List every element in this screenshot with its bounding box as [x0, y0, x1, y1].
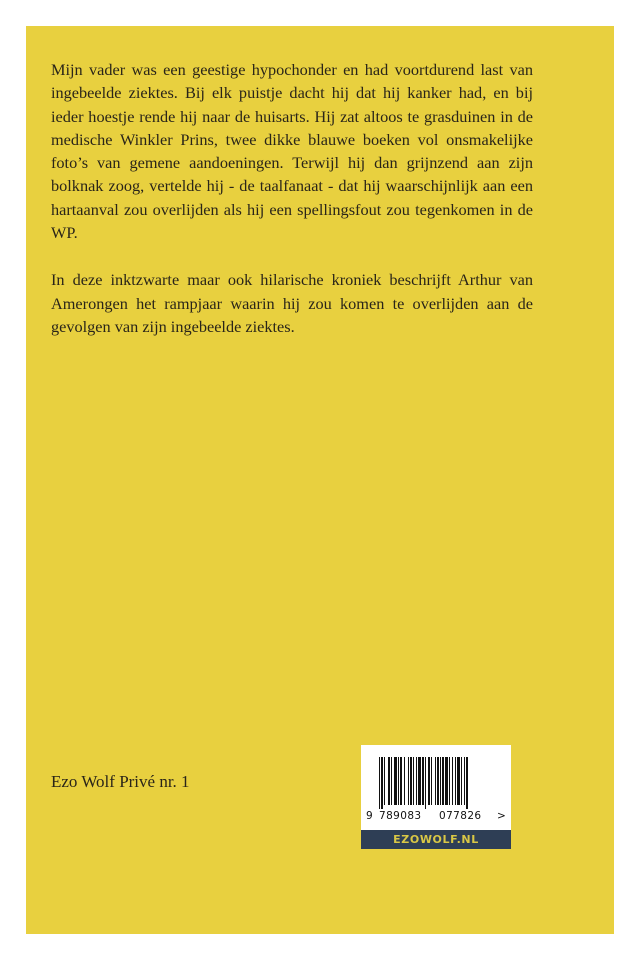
isbn-barcode	[361, 745, 511, 830]
blurb-paragraph-2: In deze inktzwarte maar ook hilarische kroniek beschrijft Arthur van Amerongen het rampjaar waarin hij zou komen te overlijden aan de gevolgen van zijn ingebeelde ziektes.	[51, 270, 533, 336]
series-label: Ezo Wolf Privé nr. 1	[51, 772, 190, 791]
isbn-number	[366, 810, 509, 822]
blurb-text	[51, 58, 533, 362]
barcode-bars	[379, 757, 493, 809]
isbn-group-2: 077826	[439, 810, 482, 822]
blurb-paragraph-1: Mijn vader was een geestige hypochonder en had voortdurend last van ingebeelde ziektes. Bij elk puistje dacht hij dat hij kanker had, en bij ieder hoestje rende hij naar de huisarts. Hij zat altoos te grasduinen in de medische Winkler Prins, twee dikke blauwe boeken vol onsmakelijke foto’s van gemene aandoeningen. Terwijl hij dan grijnzend aan zijn bolknak zoog, vertelde hij - de taalfanaat - dat hij waarschijnlijk aan een hartaanval zou overlijden als hij een spellingsfout zou tegenkomen in de WP.	[51, 60, 533, 243]
isbn-group-1: 789083	[379, 810, 422, 822]
isbn-lead-digit: 9	[366, 810, 374, 822]
isbn-arrow: >	[497, 810, 507, 822]
publisher-website: EZOWOLF.NL	[361, 830, 511, 849]
